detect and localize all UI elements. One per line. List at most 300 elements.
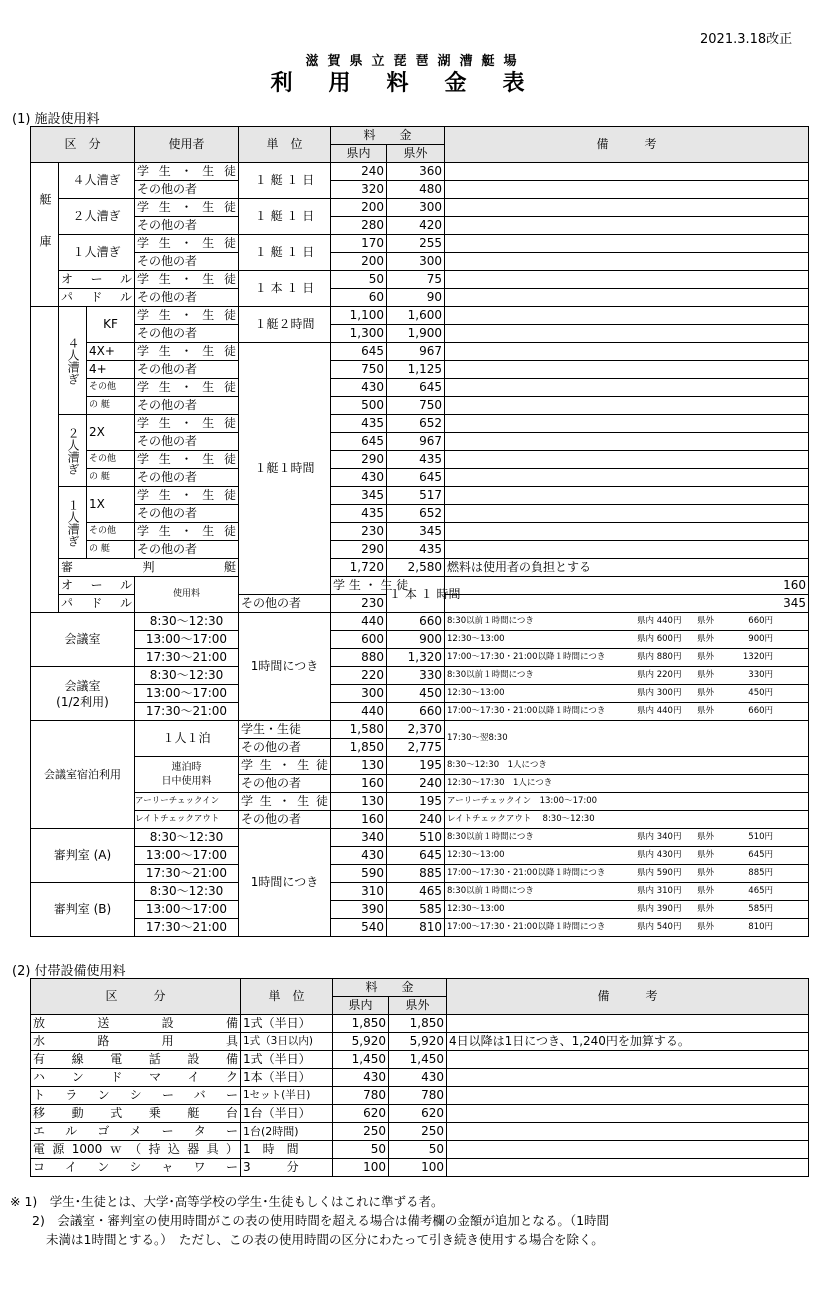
fee-in: 590 xyxy=(331,865,387,883)
equipment-name: 移動式乗艇台 xyxy=(31,1105,241,1123)
fee-in: 1,100 xyxy=(331,307,387,325)
fee-out: 435 xyxy=(387,541,445,559)
footnote-1: ※ 1) 学生･生徒とは、大学･高等学校の学生･生徒もしくはこれに準ずる者。 xyxy=(10,1194,444,1209)
fee-in: 290 xyxy=(331,451,387,469)
fee-out: 465 xyxy=(387,883,445,901)
boat-type-2x: 2X xyxy=(87,415,135,451)
header-in-prefecture: 県内 xyxy=(331,145,387,163)
remark-out: 465円 xyxy=(748,886,774,896)
kf-label: KF xyxy=(87,307,135,343)
remarks-cell xyxy=(445,469,809,487)
unit-label: １ 本 １ 時間 xyxy=(387,577,445,613)
fee-in: 1,450 xyxy=(333,1051,389,1069)
student-label: 学 生 ・ 生 徒 xyxy=(135,451,239,469)
equipment-note xyxy=(447,1069,809,1087)
remark-out-label: 県外 xyxy=(697,634,715,644)
unit-label: １ 艇 １ 日 xyxy=(239,199,331,235)
fee-in: 430 xyxy=(331,469,387,487)
time-slot: 17:30～21:00 xyxy=(135,649,239,667)
other-boat-label-a: その他 xyxy=(87,451,135,469)
fee-out: 300 xyxy=(387,253,445,271)
fee-in: 440 xyxy=(331,613,387,631)
remarks-cell xyxy=(445,613,809,631)
remark-out-label: 県外 xyxy=(697,904,715,914)
equipment-unit: 3 分 xyxy=(241,1159,333,1177)
remarks-cell xyxy=(445,847,809,865)
other-label: その他の者 xyxy=(135,289,239,307)
remarks-cell xyxy=(445,181,809,199)
time-slot: 13:00～17:00 xyxy=(135,685,239,703)
remark-out: 810円 xyxy=(748,922,774,932)
unit-label: １ 艇 １ 日 xyxy=(239,163,331,199)
boat-type-4x: 4X+ xyxy=(87,343,135,361)
consecutive-note: 8:30～12:30 1人につき xyxy=(445,757,809,775)
fee-out: 967 xyxy=(387,433,445,451)
student-label: 学 生 ・ 生 徒 xyxy=(135,343,239,361)
fee-out: 780 xyxy=(389,1087,447,1105)
fee-out: 2,580 xyxy=(387,559,445,577)
table-row xyxy=(31,1087,809,1105)
remarks-cell xyxy=(445,235,809,253)
remarks-cell xyxy=(445,415,809,433)
fee-in: 200 xyxy=(331,253,387,271)
header-category: 区 分 xyxy=(31,127,135,163)
fee-out: 660 xyxy=(387,703,445,721)
fee-out: 195 xyxy=(387,757,445,775)
fee-out: 645 xyxy=(387,847,445,865)
referee-boat-label: 審 判 艇 xyxy=(59,559,239,577)
fee-in: 230 xyxy=(331,595,387,613)
equipment-fee-table xyxy=(30,978,809,1177)
other-boat-label-b: の 艇 xyxy=(87,397,135,415)
time-slot: 8:30～12:30 xyxy=(135,613,239,631)
equipment-note xyxy=(447,1123,809,1141)
remarks-cell xyxy=(445,487,809,505)
other-label: その他の者 xyxy=(135,217,239,235)
remark-text: 17:00～17:30・21:00以降１時間につき xyxy=(447,868,606,878)
time-slot: 17:30～21:00 xyxy=(135,919,239,937)
remark-out: 510円 xyxy=(748,832,774,842)
fee-in: 540 xyxy=(331,919,387,937)
header-user: 使用者 xyxy=(135,127,239,163)
other-label: その他の者 xyxy=(239,595,331,613)
section2-title: (2) 付帯設備使用料 xyxy=(12,964,126,979)
remark-out: 1320円 xyxy=(742,652,774,662)
equipment-note xyxy=(447,1087,809,1105)
remarks-cell xyxy=(445,325,809,343)
fee-in: 240 xyxy=(331,163,387,181)
oar-use-label-b: パドル xyxy=(59,595,135,613)
other-label: その他の者 xyxy=(239,775,331,793)
remarks-cell xyxy=(445,901,809,919)
fee-in: 430 xyxy=(331,379,387,397)
consecutive-note: 12:30～17:30 1人につき xyxy=(445,775,809,793)
equipment-note xyxy=(447,1159,809,1177)
fee-out: 90 xyxy=(387,289,445,307)
remark-in: 県内 220円 xyxy=(637,670,682,680)
fee-out: 1,600 xyxy=(387,307,445,325)
remarks-cell xyxy=(445,289,809,307)
revision-date: 2021.3.18改正 xyxy=(700,32,793,47)
equipment-name: コインシャワー xyxy=(31,1159,241,1177)
remark-out: 660円 xyxy=(748,616,774,626)
table-row xyxy=(31,1159,809,1177)
boat4-label: ４人漕ぎ xyxy=(59,163,135,199)
meeting-room-label: 会議室 xyxy=(31,613,135,667)
fee-out: 435 xyxy=(387,451,445,469)
remarks-cell xyxy=(445,541,809,559)
other-label: その他の者 xyxy=(135,361,239,379)
fee-in: 390 xyxy=(331,901,387,919)
student-label: 学 生 ・ 生 徒 xyxy=(135,199,239,217)
rent1-label: １人漕ぎ xyxy=(59,487,87,559)
remarks-cell xyxy=(445,883,809,901)
equipment-unit: 1台（半日） xyxy=(241,1105,333,1123)
remarks-cell xyxy=(445,919,809,937)
remark-in: 県内 440円 xyxy=(637,616,682,626)
other-label: その他の者 xyxy=(135,433,239,451)
referee-note: 燃料は使用者の負担とする xyxy=(445,559,809,577)
student-label: 学 生 ・ 生 徒 xyxy=(135,523,239,541)
remarks-cell xyxy=(445,523,809,541)
fee-out: 1,320 xyxy=(387,649,445,667)
remark-text: 12:30～13:00 xyxy=(447,850,505,860)
equipment-note xyxy=(447,1105,809,1123)
fee-out: 2,775 xyxy=(387,739,445,757)
fee-out: 360 xyxy=(387,163,445,181)
late-note: レイトチェックアウト 8:30～12:30 xyxy=(445,811,809,829)
fee-in: 160 xyxy=(331,775,387,793)
header-remarks: 備 考 xyxy=(445,127,809,163)
remarks-cell xyxy=(445,163,809,181)
remarks-cell xyxy=(445,703,809,721)
consecutive-line1: 連泊時 xyxy=(171,761,202,773)
time-slot: 13:00～17:00 xyxy=(135,847,239,865)
remark-out: 645円 xyxy=(748,850,774,860)
unit-label: １艇１時間 xyxy=(239,343,331,595)
table-row xyxy=(31,1141,809,1159)
boat-type-1x: 1X xyxy=(87,487,135,523)
remark-out-label: 県外 xyxy=(697,670,715,680)
fee-out: 510 xyxy=(387,829,445,847)
remarks-cell xyxy=(445,271,809,289)
remarks-cell xyxy=(445,199,809,217)
equipment-name: ハンドマイク xyxy=(31,1069,241,1087)
fee-out: 1,850 xyxy=(389,1015,447,1033)
other-label: その他の者 xyxy=(135,181,239,199)
equipment-name: 水路用具 xyxy=(31,1033,241,1051)
remark-in: 県内 440円 xyxy=(637,706,682,716)
fee-out: 420 xyxy=(387,217,445,235)
remark-in: 県内 340円 xyxy=(637,832,682,842)
fee-in: 250 xyxy=(333,1123,389,1141)
fee-out: 240 xyxy=(387,775,445,793)
night-note: 17:30～翌8:30 xyxy=(445,721,809,757)
fee-out: 255 xyxy=(387,235,445,253)
boat2-label: ２人漕ぎ xyxy=(59,199,135,235)
time-slot: 8:30～12:30 xyxy=(135,883,239,901)
judge-room-b-label: 審判室 (B) xyxy=(31,883,135,937)
fee-out: 645 xyxy=(387,469,445,487)
fee-out: 450 xyxy=(387,685,445,703)
remark-out: 660円 xyxy=(748,706,774,716)
equipment-unit: 1セット(半日) xyxy=(241,1087,333,1105)
header-category: 区 分 xyxy=(31,979,241,1015)
fee-in: 435 xyxy=(331,415,387,433)
remarks-cell xyxy=(445,649,809,667)
fee-out: 652 xyxy=(387,415,445,433)
remarks-cell xyxy=(445,685,809,703)
equipment-name: 放送設備 xyxy=(31,1015,241,1033)
meeting-half-line1: 会議室 xyxy=(64,678,101,693)
meeting-room-half-label xyxy=(31,667,135,721)
remarks-cell xyxy=(445,505,809,523)
remark-in: 県内 390円 xyxy=(637,904,682,914)
remarks-cell xyxy=(445,307,809,325)
table-row xyxy=(31,1069,809,1087)
fee-in: 130 xyxy=(331,793,387,811)
consecutive-label xyxy=(135,757,239,793)
time-slot: 8:30～12:30 xyxy=(135,829,239,847)
fee-in: 60 xyxy=(331,289,387,307)
fee-out: 300 xyxy=(387,199,445,217)
one-night-label: １人１泊 xyxy=(135,721,239,757)
table-row xyxy=(31,1123,809,1141)
equipment-name: 有線電話設備 xyxy=(31,1051,241,1069)
meeting-half-line2: (1/2利用) xyxy=(56,694,109,709)
equipment-unit: 1台(2時間) xyxy=(241,1123,333,1141)
fee-in: 1,850 xyxy=(333,1015,389,1033)
fee-in: 430 xyxy=(331,847,387,865)
other-label: その他の者 xyxy=(239,739,331,757)
oar-label-b: パドル xyxy=(59,289,135,307)
fee-in: 50 xyxy=(333,1141,389,1159)
other-label: その他の者 xyxy=(239,811,331,829)
equipment-note xyxy=(447,1051,809,1069)
consecutive-line2: 日中使用料 xyxy=(161,775,212,787)
facility-fee-table xyxy=(30,126,809,937)
fee-out: 1,125 xyxy=(387,361,445,379)
time-slot: 13:00～17:00 xyxy=(135,631,239,649)
fee-in: 880 xyxy=(331,649,387,667)
remark-in: 県内 300円 xyxy=(637,688,682,698)
fee-out: 810 xyxy=(387,919,445,937)
late-checkout-label: レイトチェックアウト xyxy=(135,811,239,829)
other-label: その他の者 xyxy=(135,469,239,487)
fee-in: 160 xyxy=(331,811,387,829)
fee-in: 750 xyxy=(331,361,387,379)
equipment-name: トランシーバー xyxy=(31,1087,241,1105)
organization-name: 滋賀県立琵琶湖漕艇場 xyxy=(305,54,526,69)
time-slot: 8:30～12:30 xyxy=(135,667,239,685)
remark-text: 12:30～13:00 xyxy=(447,688,505,698)
fee-out: 645 xyxy=(387,379,445,397)
remark-text: 8:30以前１時間につき xyxy=(447,670,534,680)
lodging-label: 会議室宿泊利用 xyxy=(31,721,135,829)
table-row xyxy=(31,1033,809,1051)
remarks-cell xyxy=(445,829,809,847)
remark-in: 県内 590円 xyxy=(637,868,682,878)
fee-in: 500 xyxy=(331,397,387,415)
fee-in: 50 xyxy=(331,271,387,289)
remark-text: 17:00～17:30・21:00以降１時間につき xyxy=(447,706,606,716)
rental-group xyxy=(31,307,59,613)
other-boat-label-b: の 艇 xyxy=(87,469,135,487)
fee-out: 430 xyxy=(389,1069,447,1087)
fee-out: 330 xyxy=(387,667,445,685)
fee-in: 100 xyxy=(333,1159,389,1177)
early-note: アーリーチェックイン 13:00～17:00 xyxy=(445,793,809,811)
section1-title: (1) 施設使用料 xyxy=(12,112,100,127)
fee-in: 340 xyxy=(331,829,387,847)
oar-use-fee-label: 使用料 xyxy=(135,577,239,613)
other-boat-label-b: の 艇 xyxy=(87,541,135,559)
unit-label: １艇２時間 xyxy=(239,307,331,343)
remarks-cell xyxy=(445,397,809,415)
remark-in: 県内 430円 xyxy=(637,850,682,860)
other-label: その他の者 xyxy=(135,325,239,343)
rent4-label: ４人漕ぎ xyxy=(59,307,87,415)
fee-out: 1,450 xyxy=(389,1051,447,1069)
fee-out: 345 xyxy=(387,523,445,541)
fee-in: 345 xyxy=(331,487,387,505)
remark-out-label: 県外 xyxy=(697,688,715,698)
remarks-cell xyxy=(445,631,809,649)
equipment-unit: 1式（半日） xyxy=(241,1051,333,1069)
header-out-prefecture: 県外 xyxy=(389,997,447,1015)
student-label: 学 生 ・ 生 徒 xyxy=(135,487,239,505)
footnotes xyxy=(10,1192,609,1249)
oar-label-a: オール xyxy=(59,271,135,289)
fee-in: 160 xyxy=(445,577,809,595)
student-label: 学 生 ・ 生 徒 xyxy=(135,307,239,325)
fee-in: 645 xyxy=(331,343,387,361)
remarks-cell xyxy=(445,667,809,685)
other-label: その他の者 xyxy=(135,505,239,523)
equipment-name: 電源1000ｗ（持込器具） xyxy=(31,1141,241,1159)
fee-out: 750 xyxy=(387,397,445,415)
remark-out-label: 県外 xyxy=(697,886,715,896)
remark-out: 900円 xyxy=(748,634,774,644)
remark-text: 17:00～17:30・21:00以降１時間につき xyxy=(447,652,606,662)
remark-text: 8:30以前１時間につき xyxy=(447,886,534,896)
fee-out: 652 xyxy=(387,505,445,523)
fee-out: 900 xyxy=(387,631,445,649)
fee-in: 200 xyxy=(331,199,387,217)
fee-out: 75 xyxy=(387,271,445,289)
fee-in: 645 xyxy=(331,433,387,451)
unit-label: 1時間につき xyxy=(239,829,331,937)
fee-out: 480 xyxy=(387,181,445,199)
student-label: 学 生 ・ 生 徒 xyxy=(135,271,239,289)
fee-out: 195 xyxy=(387,793,445,811)
time-slot: 13:00～17:00 xyxy=(135,901,239,919)
unit-label: １ 艇 １ 日 xyxy=(239,235,331,271)
page-title: 利用料金表 xyxy=(270,71,561,96)
remark-text: 17:00～17:30・21:00以降１時間につき xyxy=(447,922,606,932)
fee-in: 170 xyxy=(331,235,387,253)
fee-out: 100 xyxy=(389,1159,447,1177)
remark-out: 330円 xyxy=(748,670,774,680)
remark-text: 8:30以前１時間につき xyxy=(447,616,534,626)
fee-in: 620 xyxy=(333,1105,389,1123)
other-label: その他の者 xyxy=(135,253,239,271)
remark-out: 585円 xyxy=(748,904,774,914)
remark-in: 県内 880円 xyxy=(637,652,682,662)
fee-out: 2,370 xyxy=(387,721,445,739)
footnote-2a: 2) 会議室・審判室の使用時間がこの表の使用時間を超える場合は備考欄の金額が追加となる。（1時間 xyxy=(32,1213,610,1228)
fee-out: 517 xyxy=(387,487,445,505)
fee-out: 250 xyxy=(389,1123,447,1141)
fee-in: 435 xyxy=(331,505,387,523)
remark-out: 885円 xyxy=(748,868,774,878)
student-label: 学 生 ・ 生 徒 xyxy=(135,415,239,433)
fee-out: 585 xyxy=(387,901,445,919)
student-label: 学 生 ・ 生 徒 xyxy=(135,235,239,253)
unit-label: １ 本 １ 日 xyxy=(239,271,331,307)
fee-in: 130 xyxy=(331,757,387,775)
remark-out-label: 県外 xyxy=(697,832,715,842)
equipment-name: エルゴメーター xyxy=(31,1123,241,1141)
judge-room-a-label: 審判室 (A) xyxy=(31,829,135,883)
equipment-unit: 1 時 間 xyxy=(241,1141,333,1159)
student-label: 学生・生徒 xyxy=(239,721,331,739)
other-boat-label-a: その他 xyxy=(87,379,135,397)
header-out-prefecture: 県外 xyxy=(387,145,445,163)
boat-type-4: 4+ xyxy=(87,361,135,379)
fee-in: 230 xyxy=(331,523,387,541)
other-label: その他の者 xyxy=(135,397,239,415)
remark-out-label: 県外 xyxy=(697,706,715,716)
remark-out: 450円 xyxy=(748,688,774,698)
remark-in: 県内 600円 xyxy=(637,634,682,644)
remark-out-label: 県外 xyxy=(697,652,715,662)
student-label: 学 生 ・ 生 徒 xyxy=(331,577,387,595)
remarks-cell xyxy=(445,433,809,451)
fee-in: 600 xyxy=(331,631,387,649)
rent2-label: ２人漕ぎ xyxy=(59,415,87,487)
fee-in: 1,580 xyxy=(331,721,387,739)
remarks-cell xyxy=(445,865,809,883)
boat1-label: １人漕ぎ xyxy=(59,235,135,271)
fee-in: 1,850 xyxy=(331,739,387,757)
early-checkin-label: アーリーチェックイン xyxy=(135,793,239,811)
fee-in: 310 xyxy=(331,883,387,901)
student-label: 学 生 ・ 生 徒 xyxy=(135,163,239,181)
oar-use-label-a: オール xyxy=(59,577,135,595)
table-row xyxy=(31,1051,809,1069)
header-unit: 単 位 xyxy=(241,979,333,1015)
remarks-cell xyxy=(445,253,809,271)
remark-out-label: 県外 xyxy=(697,868,715,878)
fee-out: 967 xyxy=(387,343,445,361)
fee-in: 780 xyxy=(333,1087,389,1105)
header-unit: 単 位 xyxy=(239,127,331,163)
unit-label: 1時間につき xyxy=(239,613,331,721)
fee-out: 885 xyxy=(387,865,445,883)
time-slot: 17:30～21:00 xyxy=(135,865,239,883)
fee-out: 5,920 xyxy=(389,1033,447,1051)
fee-in: 430 xyxy=(333,1069,389,1087)
remark-out-label: 県外 xyxy=(697,616,715,626)
equipment-unit: 1式（半日） xyxy=(241,1015,333,1033)
equipment-note xyxy=(447,1141,809,1159)
equipment-note: 4日以降は1日につき、1,240円を加算する。 xyxy=(447,1033,809,1051)
student-label: 学 生 ・ 生 徒 xyxy=(239,793,331,811)
fee-in: 320 xyxy=(331,181,387,199)
other-label: その他の者 xyxy=(135,541,239,559)
fee-out: 620 xyxy=(389,1105,447,1123)
